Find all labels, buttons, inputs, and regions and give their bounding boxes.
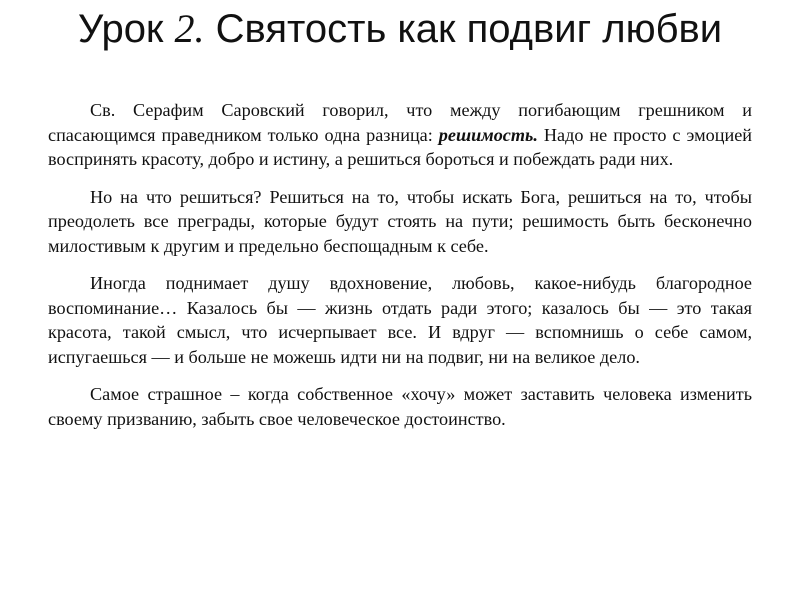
slide-title [40,6,760,52]
paragraph-4: Самое страшное – когда собственное «хочу» может заставить человека изменить своему призванию, забыть свое человеческое достоинство. [48,384,752,429]
emphasized-word: решимость. [438,124,538,145]
paragraph-1-intro: Св. Серафим Саровский говорил, что между погибающим грешником и спасающимся праведником только одна разница: [48,100,752,145]
paragraph-1-rest: Надо не просто с эмоцией воспринять красоту, добро и истину, а решиться бороться и побеждать ради них. [48,124,752,169]
paragraph-1 [48,98,752,172]
title-prefix: Урок [77,7,175,51]
title-lesson-number: 2. [174,6,205,51]
paragraph-3: Иногда поднимает душу вдохновение, любовь, какое-нибудь благородное воспоминание… Казалось бы — жизнь отдать ради этого; казалось бы — это такая красота, такой смысл, что исчерпывает все. И вдруг — вспомнишь о себе самом, испугаешься — и больше не можешь идти ни на подвиг, ни на великое дело. [48,273,752,367]
slide-body [48,98,752,444]
paragraph-2: Но на что решиться? Решиться на то, чтобы искать Бога, решиться на то, чтобы преодолеть все преграды, которые будут стоять на пути; решимость быть бесконечно милостивым к другим и предельно беспощадным к себе. [48,186,752,256]
title-text: Святость как подвиг любви [204,7,723,51]
